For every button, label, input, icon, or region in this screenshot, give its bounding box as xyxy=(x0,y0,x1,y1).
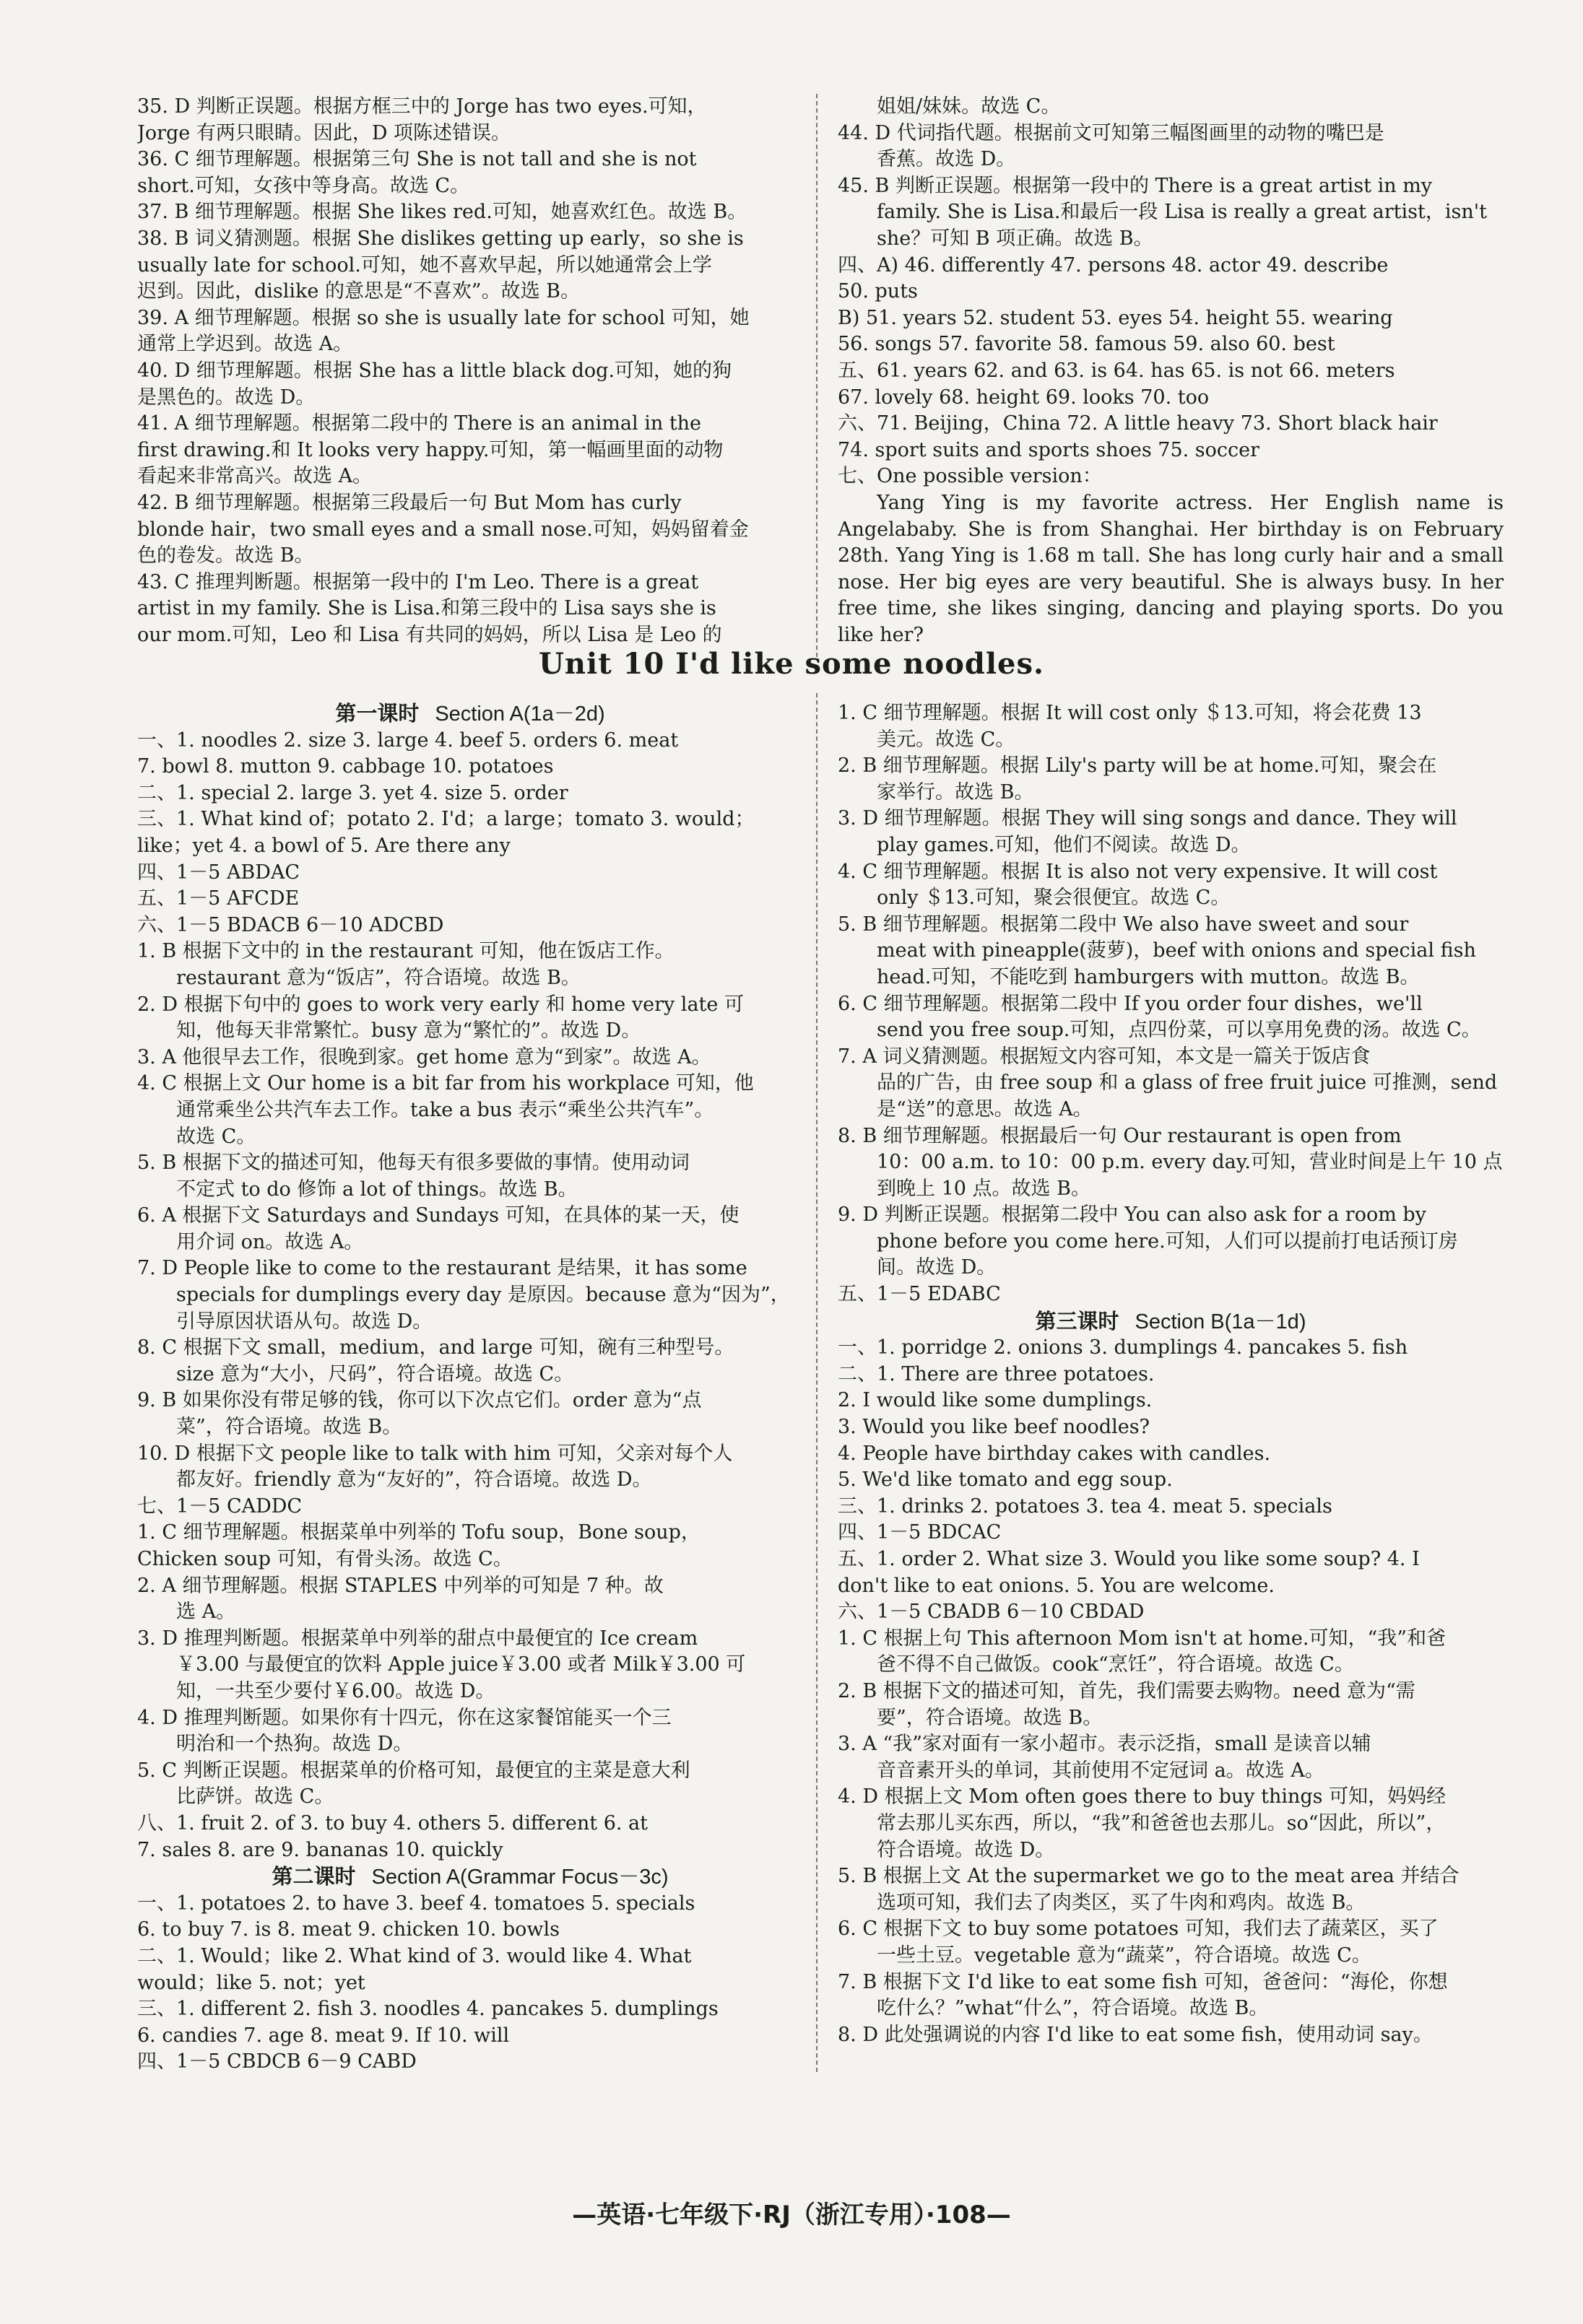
answer-line: 用介词 on。故选 A。 xyxy=(176,1230,364,1253)
answer-line: she？可知 B 项正确。故选 B。 xyxy=(877,227,1153,250)
answer-line: 4. C 根据上文 Our home is a bit far from his workplace 可知，他 xyxy=(137,1072,754,1095)
answer-line: phone before you come here.可知，人们可以提前打电话预订房 xyxy=(877,1230,1458,1253)
answer-line: 一、1. potatoes 2. to have 3. beef 4. tomatoes 5. specials xyxy=(137,1892,695,1915)
answer-line: 43. C 推理判断题。根据第一段中的 I'm Leo. There is a great xyxy=(137,570,699,593)
answer-line: 9. D 判断正误题。根据第二段中 You can also ask for a room by xyxy=(838,1204,1426,1227)
answer-line: 四、1－5 BDCAC xyxy=(838,1521,1002,1544)
answer-line: 迟到。因此，dislike 的意思是“不喜欢”。故选 B。 xyxy=(137,280,580,303)
answer-line: 姐姐/妹妹。故选 C。 xyxy=(877,95,1061,118)
answer-line: head.可知，不能吃到 hamburgers with mutton。故选 B。 xyxy=(877,965,1420,988)
answer-line: 6. C 细节理解题。根据第二段中 If you order four dishes，we'll xyxy=(838,992,1423,1015)
answer-line: 7. sales 8. are 9. bananas 10. quickly xyxy=(137,1838,503,1861)
column-divider-upper xyxy=(816,94,817,657)
answer-line: 1. C 细节理解题。根据菜单中列举的 Tofu soup，Bone soup， xyxy=(137,1521,701,1544)
answer-line: 一、1. noodles 2. size 3. large 4. beef 5. orders 6. meat xyxy=(137,728,679,752)
answer-line: 4. People have birthday cakes with candles. xyxy=(838,1442,1271,1465)
answer-line: 故选 C。 xyxy=(176,1125,256,1148)
unit-title: Unit 10 I'd like some noodles. xyxy=(539,647,1044,681)
answer-line: 美元。故选 C。 xyxy=(877,728,1015,751)
answer-line: 9. B 如果你没有带足够的钱，你可以下次点它们。order 意为“点 xyxy=(137,1389,702,1412)
answer-line: 7. A 词义猜测题。根据短文内容可知，本文是一篇关于饭店食 xyxy=(838,1045,1371,1068)
answer-line: 四、1－5 ABDAC xyxy=(137,861,300,884)
lesson-heading-section: Section A(Grammar Focus－3c) xyxy=(371,1866,669,1889)
answer-line: 都友好。friendly 意为“友好的”，符合语境。故选 D。 xyxy=(176,1468,652,1492)
answer-line: 音音素开头的单词，其前使用不定冠词 a。故选 A。 xyxy=(877,1759,1324,1782)
answer-line: ￥3.00 与最便宜的饮料 Apple juice￥3.00 或者 Milk￥3.00 可 xyxy=(176,1653,746,1676)
answer-line: 5. B 根据上文 At the supermarket we go to the meat area 并结合 xyxy=(838,1865,1460,1888)
answer-line: 7. D People like to come to the restaurant 是结果，it has some xyxy=(137,1257,747,1280)
answer-line: 六、1－5 BDACB 6－10 ADCBD xyxy=(137,913,444,936)
answer-line: 选项可知，我们去了肉类区，买了牛肉和鸡肉。故选 B。 xyxy=(877,1891,1366,1914)
answer-line: short.可知，女孩中等身高。故选 C。 xyxy=(137,174,470,197)
answer-line: 通常上学迟到。故选 A。 xyxy=(137,333,353,356)
answer-line: 3. D 细节理解题。根据 They will sing songs and dance. They will xyxy=(838,807,1457,830)
answer-line: 要”，符合语境。故选 B。 xyxy=(877,1706,1103,1729)
answer-line: 间。故选 D。 xyxy=(877,1256,997,1279)
answer-line: 36. C 细节理解题。根据第三句 She is not tall and she is not xyxy=(137,148,697,171)
answer-line: 五、1. order 2. What size 3. Would you like some soup? 4. I xyxy=(838,1548,1420,1570)
answer-line: 选 A。 xyxy=(176,1601,236,1624)
answer-line: only ＄13.可知，聚会很便宜。故选 C。 xyxy=(877,887,1231,910)
answer-line: 35. D 判断正误题。根据方框三中的 Jorge has two eyes.可知， xyxy=(137,95,707,118)
answer-line: specials for dumplings every day 是原因。because 意为“因为”， xyxy=(176,1284,790,1307)
answer-line: 67. lovely 68. height 69. looks 70. too xyxy=(838,386,1210,409)
answer-line: 是“送”的意思。故选 A。 xyxy=(877,1097,1093,1120)
answer-line: B) 51. years 52. student 53. eyes 54. height 55. wearing xyxy=(838,306,1393,329)
answer-line: 通常乘坐公共汽车去工作。take a bus 表示“乘坐公共汽车”。 xyxy=(176,1098,714,1121)
answer-line: 吃什么？”what“什么”，符合语境。故选 B。 xyxy=(877,1997,1269,2020)
lesson-heading xyxy=(137,1863,803,1891)
lesson-heading-cn: 第二课时 xyxy=(272,1864,356,1889)
answer-line: 六、71. Beijing，China 72. A little heavy 73. Short black hair xyxy=(838,412,1438,435)
answer-line: 5. B 根据下文的描述可知，他每天有很多要做的事情。使用动词 xyxy=(137,1152,690,1175)
answer-line: 2. D 根据下句中的 goes to work very early 和 home very late 可 xyxy=(137,993,744,1016)
answer-line: 5. B 细节理解题。根据第二段中 We also have sweet and sour xyxy=(838,913,1409,936)
lower-left-column xyxy=(137,700,803,2076)
answer-line: our mom.可知，Leo 和 Lisa 有共同的妈妈，所以 Lisa 是 Leo 的 xyxy=(137,623,722,646)
lesson-heading xyxy=(137,700,803,728)
answer-line: 38. B 词义猜测题。根据 She dislikes getting up early，so she is xyxy=(137,227,744,250)
answer-line: 菜”，符合语境。故选 B。 xyxy=(176,1416,402,1439)
answer-line: Chicken soup 可知，有骨头汤。故选 C。 xyxy=(137,1548,513,1570)
answer-line: 二、1. Would；like 2. What kind of 3. would like 4. What xyxy=(137,1944,692,1967)
answer-line: 3. D 推理判断题。根据菜单中列举的甜点中最便宜的 Ice cream xyxy=(137,1627,698,1650)
answer-line: Jorge 有两只眼睛。因此，D 项陈述错误。 xyxy=(137,121,511,144)
answer-line: 40. D 细节理解题。根据 She has a little black dog.可知，她的狗 xyxy=(137,359,732,382)
upper-right-column xyxy=(838,94,1504,648)
answer-line: 五、1－5 AFCDE xyxy=(137,887,300,910)
answer-line: 不定式 to do 修饰 a lot of things。故选 B。 xyxy=(176,1178,578,1201)
answer-line: 八、1. fruit 2. of 3. to buy 4. others 5. different 6. at xyxy=(137,1811,648,1835)
answer-line: 44. D 代词指代题。根据前文可知第三幅图画里的动物的嘴巴是 xyxy=(838,121,1384,144)
lesson-heading-section: Section B(1a－1d) xyxy=(1135,1310,1306,1333)
answer-line: 6. candies 7. age 8. meat 9. If 10. will xyxy=(137,2024,510,2047)
answer-line: 5. We'd like tomato and egg soup. xyxy=(838,1468,1173,1492)
answer-line: 74. sport suits and sports shoes 75. soccer xyxy=(838,438,1260,461)
answer-line: 1. C 根据上句 This afternoon Mom isn't at home.可知，“我”和爸 xyxy=(838,1627,1447,1650)
answer-line: like；yet 4. a bowl of 5. Are there any xyxy=(137,834,511,857)
sample-essay: Yang Ying is my favorite actress. Her English name is Angelababy. She is from Shanghai. Her birthday is on February 28th. Yang Ying is 1.68 m tall. She has long curly hair and a small nose. Her big eyes are very beautiful. She is always busy. In her free time, she likes singing, dancing and playing sports. Do you like her? xyxy=(838,491,1504,646)
answer-line: 四、A) 46. differently 47. persons 48. actor 49. describe xyxy=(838,253,1389,277)
column-divider-lower xyxy=(816,693,817,2072)
answer-line: 3. A 他很早去工作，很晚到家。get home 意为“到家”。故选 A。 xyxy=(137,1045,711,1069)
upper-right-lines xyxy=(838,94,1504,490)
upper-left-column xyxy=(137,94,803,648)
answer-line: 四、1－5 CBDCB 6－9 CABD xyxy=(137,2050,417,2073)
answer-line: 42. B 细节理解题。根据第三段最后一句 But Mom has curly xyxy=(137,491,682,514)
answer-line: 常去那儿买东西，所以，“我”和爸爸也去那儿。so“因此，所以”， xyxy=(877,1811,1446,1835)
answer-line: 到晚上 10 点。故选 B。 xyxy=(877,1177,1090,1200)
answer-line: 三、1. different 2. fish 3. noodles 4. pancakes 5. dumplings xyxy=(137,1998,719,2021)
answer-line: 二、1. special 2. large 3. yet 4. size 5. order xyxy=(137,781,568,804)
answer-line: 2. A 细节理解题。根据 STAPLES 中列举的可知是 7 种。故 xyxy=(137,1574,664,1597)
answer-line: 家举行。故选 B。 xyxy=(877,780,1034,804)
answer-line: blonde hair，two small eyes and a small nose.可知，妈妈留着金 xyxy=(137,518,749,541)
answer-line: 4. D 根据上文 Mom often goes there to buy things 可知，妈妈经 xyxy=(838,1785,1447,1809)
answer-line: 3. Would you like beef noodles? xyxy=(838,1416,1150,1439)
answer-line: 一些土豆。vegetable 意为“蔬菜”，符合语境。故选 C。 xyxy=(877,1944,1371,1967)
answer-line: 三、1. What kind of；potato 2. I'd；a large；tomato 3. would； xyxy=(137,808,755,831)
answer-line: restaurant 意为“饭店”，符合语境。故选 B。 xyxy=(176,966,581,989)
answer-line: 8. C 根据下文 small，medium，and large 可知，碗有三种型号。 xyxy=(137,1336,734,1359)
answer-line: family. She is Lisa.和最后一段 Lisa is really a great artist，isn't xyxy=(877,201,1487,224)
answer-line: 七、One possible version： xyxy=(838,465,1102,488)
lesson-heading-cn: 第三课时 xyxy=(1035,1308,1119,1333)
answer-line: 色的卷发。故选 B。 xyxy=(137,544,314,567)
answer-line: play games.可知，他们不阅读。故选 D。 xyxy=(877,833,1251,856)
answer-line: 39. A 细节理解题。根据 so she is usually late for school 可知，她 xyxy=(137,306,750,329)
answer-line: 10：00 a.m. to 10：00 p.m. every day.可知，营业时间是上午 10 点 xyxy=(877,1151,1503,1174)
answer-line: meat with pineapple(菠萝)，beef with onions and special fish xyxy=(877,939,1476,962)
answer-line: 8. D 此处强调说的内容 I'd like to eat some fish，使用动词 say。 xyxy=(838,2023,1433,2046)
answer-line: first drawing.和 It looks very happy.可知，第一幅画里面的动物 xyxy=(137,438,724,461)
answer-line: 看起来非常高兴。故选 A。 xyxy=(137,465,373,488)
answer-line: don't like to eat onions. 5. You are welcome. xyxy=(838,1574,1275,1597)
answer-line: 6. A 根据下文 Saturdays and Sundays 可知，在具体的某一天，使 xyxy=(137,1204,740,1227)
answer-line: usually late for school.可知，她不喜欢早起，所以她通常会上学 xyxy=(137,253,712,277)
answer-line: 五、1－5 EDABC xyxy=(838,1283,1001,1306)
answer-line: 3. A “我”家对面有一家小超市。表示泛指，small 是读音以辅 xyxy=(838,1733,1371,1756)
answer-line: 二、1. There are three potatoes. xyxy=(838,1362,1155,1385)
answer-line: 符合语境。故选 D。 xyxy=(877,1838,1055,1861)
answer-line: 六、1－5 CBADB 6－10 CBDAD xyxy=(838,1601,1145,1624)
lower-right-column xyxy=(838,700,1504,2048)
answer-line: 2. B 细节理解题。根据 Lily's party will be at home.可知，聚会在 xyxy=(838,754,1437,778)
answer-line: 爸不得不自己做饭。cook“烹饪”，符合语境。故选 C。 xyxy=(877,1653,1354,1676)
answer-line: 37. B 细节理解题。根据 She likes red.可知，她喜欢红色。故选 B。 xyxy=(137,201,747,224)
answer-line: 56. songs 57. favorite 58. famous 59. also 60. best xyxy=(838,333,1335,356)
page-footer: —英语·七年级下·RJ（浙江专用）·108— xyxy=(572,2201,1011,2229)
answer-line: 2. I would like some dumplings. xyxy=(838,1389,1153,1412)
answer-line: size 意为“大小，尺码”，符合语境。故选 C。 xyxy=(176,1362,574,1385)
answer-line: 是黑色的。故选 D。 xyxy=(137,386,316,409)
answer-line: 45. B 判断正误题。根据第一段中的 There is a great artist in my xyxy=(838,174,1433,197)
answer-line: 知，一共至少要付￥6.00。故选 D。 xyxy=(176,1679,495,1702)
answer-line: would；like 5. not；yet xyxy=(137,1971,365,1994)
answer-line: 品的广告，由 free soup 和 a glass of free fruit juice 可推测，send xyxy=(877,1071,1498,1094)
answer-line: 2. B 根据下文的描述可知，首先，我们需要去购物。need 意为“需 xyxy=(838,1679,1415,1702)
answer-line: 8. B 细节理解题。根据最后一句 Our restaurant is open from xyxy=(838,1124,1402,1147)
answer-line: 一、1. porridge 2. onions 3. dumplings 4. pancakes 5. fish xyxy=(838,1336,1408,1359)
answer-line: 4. D 推理判断题。如果你有十四元，你在这家餐馆能买一个三 xyxy=(137,1706,672,1729)
lesson-heading-section: Section A(1a－2d) xyxy=(435,702,605,726)
answer-line: 五、61. years 62. and 63. is 64. has 65. is not 66. meters xyxy=(838,359,1395,382)
answer-line: 引导原因状语从句。故选 D。 xyxy=(176,1310,433,1333)
answer-line: 5. C 判断正误题。根据菜单的价格可知，最便宜的主菜是意大利 xyxy=(137,1759,690,1782)
answer-line: 三、1. drinks 2. potatoes 3. tea 4. meat 5. specials xyxy=(838,1494,1332,1518)
answer-line: 6. C 根据下文 to buy some potatoes 可知，我们去了蔬菜区，买了 xyxy=(838,1918,1439,1941)
answer-line: 6. to buy 7. is 8. meat 9. chicken 10. bowls xyxy=(137,1918,560,1941)
answer-line: 7. bowl 8. mutton 9. cabbage 10. potatoes xyxy=(137,755,554,778)
answer-line: 1. C 细节理解题。根据 It will cost only ＄13.可知，将会花费 13 xyxy=(838,702,1422,724)
lesson-heading xyxy=(838,1308,1504,1336)
answer-line: artist in my family. She is Lisa.和第三段中的 Lisa says she is xyxy=(137,597,716,620)
answer-line: 香蕉。故选 D。 xyxy=(877,148,1016,171)
lesson-heading-cn: 第一课时 xyxy=(335,701,420,726)
answer-line: 10. D 根据下文 people like to talk with him 可知，父亲对每个人 xyxy=(137,1442,733,1465)
answer-line: 7. B 根据下文 I'd like to eat some fish 可知，爸爸问：“海伦，你想 xyxy=(838,1970,1448,1993)
answer-line: send you free soup.可知，点四份菜，可以享用免费的汤。故选 C。 xyxy=(877,1019,1481,1042)
answer-line: 七、1－5 CADDC xyxy=(137,1494,303,1518)
answer-line: 50. puts xyxy=(838,280,918,303)
answer-line: 4. C 细节理解题。根据 It is also not very expensive. It will cost xyxy=(838,860,1438,883)
answer-line: 41. A 细节理解题。根据第二段中的 There is an animal in the xyxy=(137,412,702,435)
answer-line: 比萨饼。故选 C。 xyxy=(176,1785,334,1809)
answer-line: 明治和一个热狗。故选 D。 xyxy=(176,1733,413,1756)
answer-line: 知，他每天非常繁忙。busy 意为“繁忙的”。故选 D。 xyxy=(176,1019,641,1043)
answer-line: 1. B 根据下文中的 in the restaurant 可知，他在饭店工作。 xyxy=(137,940,675,963)
